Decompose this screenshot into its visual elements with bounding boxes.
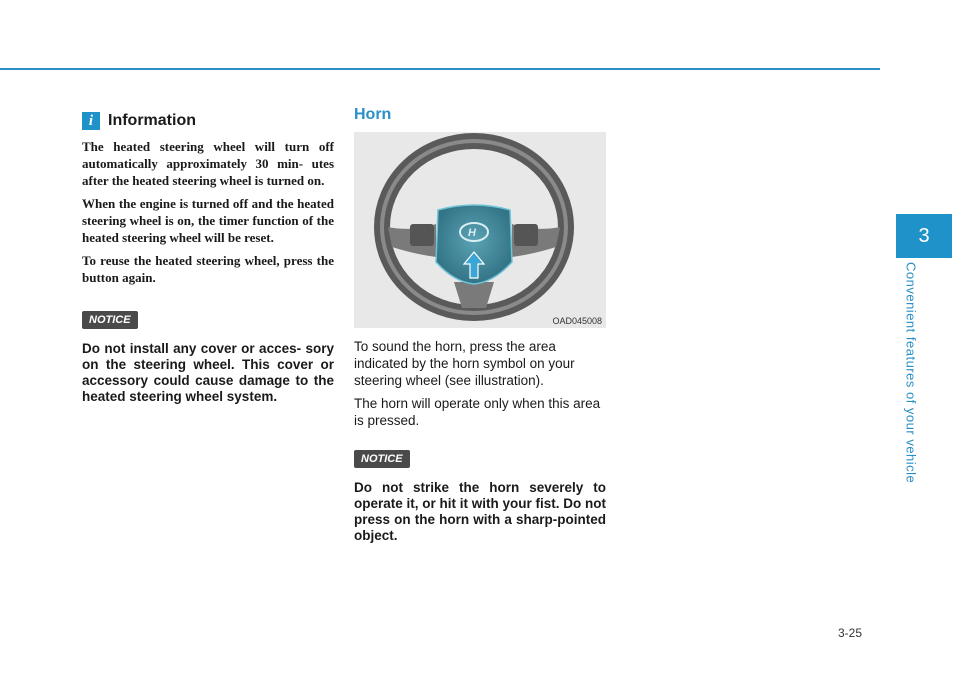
svg-text:H: H	[468, 227, 476, 239]
information-title: Information	[108, 112, 196, 129]
chapter-title: Convenient features of your vehicle	[903, 262, 919, 484]
information-paragraph-1: The heated steering wheel will turn off automatically approximately 30 min- utes after the heated steering wheel is turned on.	[82, 139, 334, 188]
section-title-horn: Horn	[354, 106, 392, 123]
steering-wheel-icon	[354, 132, 606, 328]
information-paragraph-2: When the engine is turned off and the heated steering wheel is on, the timer function of the heated steering wheel will be reset.	[82, 196, 334, 245]
notice-badge-right: NOTICE	[354, 450, 410, 468]
horn-paragraph-1: To sound the horn, press the area indicated by the horn symbol on your steering wheel (see illustration).	[354, 339, 575, 388]
notice-text-right: Do not strike the horn severely to operate it, or hit it with your fist. Do not press on the horn with a sharp-pointed object.	[354, 480, 606, 543]
right-column	[354, 106, 606, 544]
information-icon: i	[82, 112, 100, 130]
information-paragraph-3: To reuse the heated steering wheel, press the button again.	[82, 253, 334, 285]
page-number: 3-25	[838, 626, 863, 640]
horn-paragraph-2: The horn will operate only when this area is pressed.	[354, 396, 601, 428]
steering-wheel-illustration	[354, 132, 606, 328]
header-rule	[0, 68, 880, 70]
figure-code: OAD045008	[552, 316, 602, 326]
left-column	[82, 112, 334, 405]
chapter-tab: 3	[896, 214, 952, 258]
information-header	[82, 112, 334, 130]
notice-text-left: Do not install any cover or acces- sory on the steering wheel. This cover or accessory could cause damage to the heated steering wheel system.	[82, 341, 334, 404]
notice-badge-left: NOTICE	[82, 311, 138, 329]
